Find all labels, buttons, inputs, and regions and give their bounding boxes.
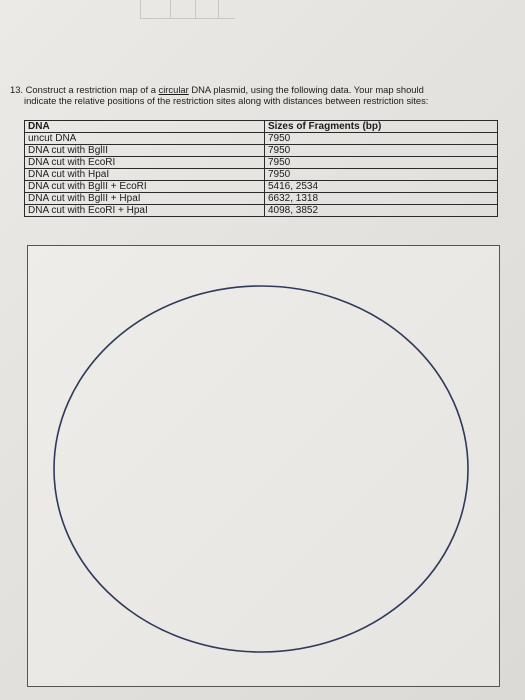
cell-size: 5416, 2534 <box>264 181 497 193</box>
table-row <box>25 157 498 169</box>
cell-dna: DNA cut with BglII + EcoRI <box>25 181 265 193</box>
plasmid-circle <box>54 286 468 652</box>
cell-size: 7950 <box>264 157 497 169</box>
cell-dna: DNA cut with EcoRI <box>25 157 265 169</box>
plasmid-drawing <box>28 246 499 686</box>
question-prompt <box>10 84 510 106</box>
cell-size: 4098, 3852 <box>264 205 497 217</box>
header-dna: DNA <box>25 121 265 133</box>
map-drawing-box <box>27 245 500 687</box>
cell-dna: uncut DNA <box>25 133 265 145</box>
question-line-2: indicate the relative positions of the restriction sites along with distances between restriction sites: <box>24 95 429 106</box>
top-edge-marks <box>140 0 235 19</box>
question-underlined-word: circular <box>158 84 189 95</box>
question-text-before: Construct a restriction map of a <box>25 84 156 95</box>
table-row <box>25 169 498 181</box>
header-sizes: Sizes of Fragments (bp) <box>264 121 497 133</box>
cell-size: 7950 <box>264 145 497 157</box>
cell-size: 6632, 1318 <box>264 193 497 205</box>
cell-dna: DNA cut with BglII <box>25 145 265 157</box>
table-row <box>25 145 498 157</box>
table-row <box>25 181 498 193</box>
question-text-after: DNA plasmid, using the following data. Your map should <box>191 84 424 95</box>
question-number: 13. <box>10 84 24 95</box>
restriction-data-table <box>24 120 498 217</box>
cell-dna: DNA cut with EcoRI + HpaI <box>25 205 265 217</box>
cell-size: 7950 <box>264 169 497 181</box>
table-row <box>25 133 498 145</box>
table-row <box>25 205 498 217</box>
cell-dna: DNA cut with BglII + HpaI <box>25 193 265 205</box>
cell-size: 7950 <box>264 133 497 145</box>
cell-dna: DNA cut with HpaI <box>25 169 265 181</box>
table-row <box>25 193 498 205</box>
table-header-row <box>25 121 498 133</box>
